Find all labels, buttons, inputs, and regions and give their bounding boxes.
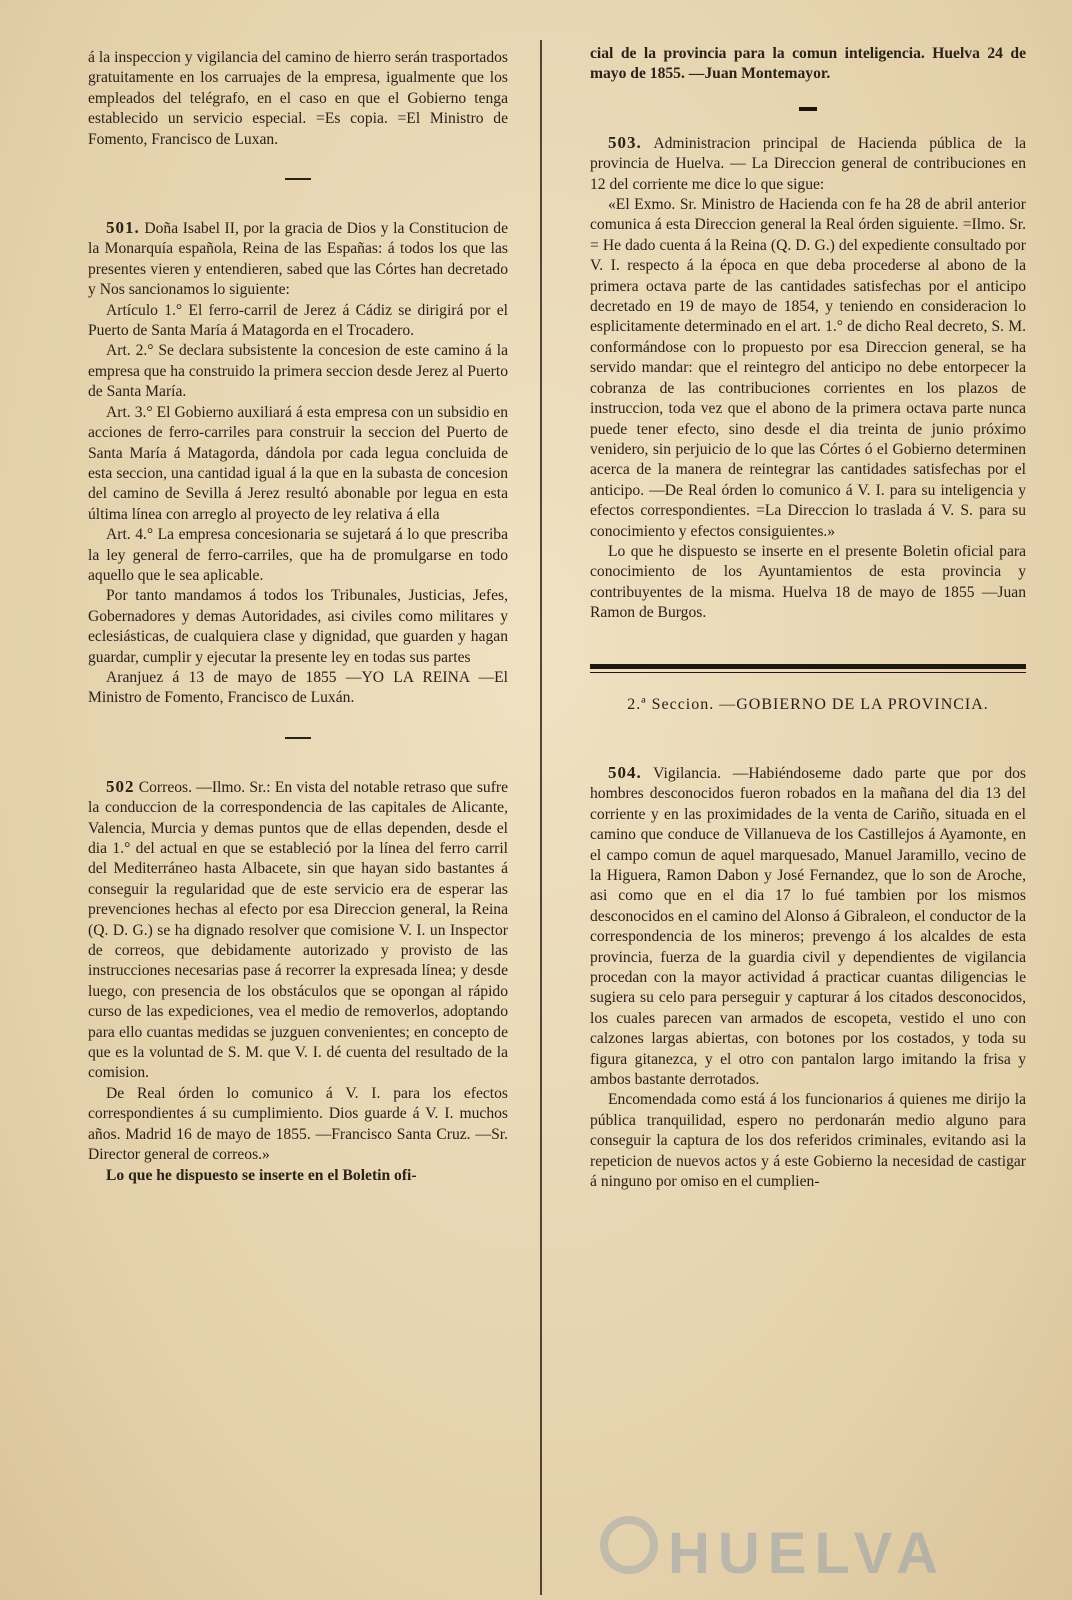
right-column [590,44,1026,1580]
article-502-number: 502 [106,776,135,796]
article-502-insert: Lo que he dispuesto se inserte en el Boletin ofi- [106,1166,417,1184]
section-title: 2.ª Seccion. —GOBIERNO DE LA PROVINCIA. [627,695,989,713]
article-504-number: 504. [608,762,642,782]
separator [285,737,311,739]
article-501-art4: Art. 4.° La empresa concesionaria se sujetará á lo que prescriba la ley general de ferro-carriles, que ha de promulgarse en todo aquello que le sea aplicable. [88,526,508,584]
column-divider [540,40,542,1595]
article-501-number: 501. [106,218,140,238]
watermark: HUELVA [668,1521,946,1586]
section-rule-thin [590,672,1026,673]
article-501-art3: Art. 3.° El Gobierno auxiliará á esta empresa con un subsidio en acciones de ferro-carriles para construir la seccion del Puerto de Santa María á Matagorda, dándola por cada legua concluida de esta seccion, una cantidad igual á la que en la subasta de concesion del camino de Sevilla á Jerez resultó abonable por legua en esta última línea con arreglo al proyecto de ley relativa á ella [88,403,508,523]
article-503-close: Lo que he dispuesto se inserte en el presente Boletin oficial para conocimiento de los Ayuntamientos de esta provincia y contribuyentes de la misma. Huelva 18 de mayo de 1855 —Juan Ramon de Burgos. [590,542,1026,622]
article-503-number: 503. [608,132,642,152]
left-column [88,48,508,1580]
article-503-intro: 503. Administracion principal de Hacienda pública de la provincia de Huelva. — La Direccion general de contribuciones en 12 del corriente me dice lo que sigue: [590,132,1026,193]
separator [799,107,817,111]
article-504-close: Encomendada como está á los funcionarios á quienes me dirijo la pública tranquilidad, espero no perdonarán medio alguno para conseguir la captura de los dos referidos criminales, evitando asi la repeticion de nuevos actos y á este Gobierno la necesidad de castigar á ninguno por omiso en el cumplien- [590,1091,1026,1191]
article-501-art1: Artículo 1.° El ferro-carril de Jerez á Cádiz se dirigirá por el Puerto de Santa María á Matagorda en el Trocadero. [88,301,508,340]
article-501-mandate: Por tanto mandamos á todos los Tribunales, Justicias, Jefes, Gobernadores y demas Autoridades, asi civiles como militares y eclesiásticas, de cualquiera clase y dignidad, que guarden y hagan guardar, cumplir y ejecutar la presente ley en todas sus partes [88,587,508,666]
article-501-art2: Art. 2.° Se declara subsistente la concesion de este camino á la empresa que ha construido la primera seccion desde Jerez al Puerto de Santa María. [88,342,508,401]
continuation-paragraph: á la inspeccion y vigilancia del camino de hierro serán trasportados gratuitamente en los carruajes de la empresa, igualmente que los empleados del telégrafo, en el caso en que el Gobierno tenga establecido un servicio especial. =Es copia. =El Ministro de Fomento, Francisco de Luxan. [88,49,508,148]
article-504-body: 504. Vigilancia. —Habiéndoseme dado parte que por dos hombres desconocidos fueron robados en la mañana del dia 13 del corriente y en las proximidades de la venta de Cariño, situada en el camino que conduce de Villanueva de los Castillejos á Ayamonte, en el campo comun de aquel marquesado, Manuel Jaramillo, vecino de la Higuera, Ramon Dabon y José Fernandez, que lo son de Aroche, asi como que en el dia 17 lo fué tambien por los mismos desconocidos en el camino del Alonso á Gibraleon, el conductor de la correspondencia de los mineros; prevengo á los alcaldes de esta provincia, fuerza de la guardia civil y dependientes de vigilancia procedan con la mayor actividad á practicar cuantas diligencias le sugiera su celo para perseguir y capturar á los citados desconocidos, los cuales parecen van armados de escopeta, vestido el uno con calzones largas abiertas, con botones por los costados, y toda su figura gitanezca, y el otro con pantalon largo imitando la frisa y ambos bastante derrotados. [590,762,1026,1089]
article-502-body: 502 Correos. —Ilmo. Sr.: En vista del notable retraso que sufre la conduccion de la correspondencia de las capitales de Alicante, Valencia, Murcia y demas puntos que de ellas dependen, desde el dia 1.° del actual en que se estableció por la línea del ferro carril del Mediterráneo hasta Albacete, sin que hayan sido bastantes á conseguir la regularidad que de este servicio era de esperar las prevenciones hechas al efecto por esa Direccion general, la Reina (Q. D. G.) se ha dignado resolver que comisione V. I. un Inspector de correos, que debidamente autorizado y provisto de las instrucciones necesarias pase á recorrer la expresada línea; y desde luego, con presencia de los obstáculos que se opongan al rápido curso de las expediciones, vea el medio de removerlos, adoptando para ello cuantas medidas se juzguen convenientes; en concepto de que es la voluntad de S. M. que V. I. dé cuenta del resultado de la comision. [88,776,509,1082]
article-502-royal-order: De Real órden lo comunico á V. I. para los efectos correspondientes á su cumplimiento. Dios guarde á V. I. muchos años. Madrid 16 de mayo de 1855. —Francisco Santa Cruz. —Sr. Director general de correos.» [88,1084,508,1164]
article-503-body: «El Exmo. Sr. Ministro de Hacienda con fe ha 28 de abril anterior comunica á esta Direccion general la Real órden siguiente. =Ilmo. Sr. = He dado cuenta á la Reina (Q. D. G.) del expediente consultado por V. I. respecto á la época en que deba procederse al abono de la primera octava parte de las cantidades satisfechas por el anticipo decretado en 19 de mayo de 1854, y teniendo en consideracion lo esplicitamente determinado en el art. 1.° de dicho Real decreto, S. M. conformándose con lo propuesto por esa Direccion general, se ha servido mandar: que el reintegro del anticipo no debe entorpecer la cobranza de las contribuciones corrientes en los plazos de instruccion, toda vez que el abono de la primera octava parte nunca puede tener efecto, sino desde el dia treinta de junio próximo venidero, sin perjuicio de lo que las Córtes ó el Gobierno determinen acerca de la manera de reintegrar las cantidades satisfechas por el anticipo. —De Real órden lo comunico á V. I. para su inteligencia y efectos correspondientes. =La Direccion lo traslada á V. S. para su conocimiento y efectos consiguientes.» [590,196,1026,540]
article-501-signature: Aranjuez á 13 de mayo de 1855 —YO LA REINA —El Ministro de Fomento, Francisco de Luxán. [88,668,508,707]
continuation-paragraph: cial de la provincia para la comun inteligencia. Huelva 24 de mayo de 1855. —Juan Montemayor. [590,45,1026,83]
section-rule-thick [590,664,1026,669]
article-501-intro: 501. Doña Isabel II, por la gracia de Dios y la Constitucion de la Monarquía española, Reina de las Españas: á todos los que las presentes vieren y entendieren, sabed que las Córtes han decretado y Nos sancionamos lo siguiente: [88,218,508,299]
watermark-logo-icon [600,1516,658,1574]
separator [285,178,311,180]
